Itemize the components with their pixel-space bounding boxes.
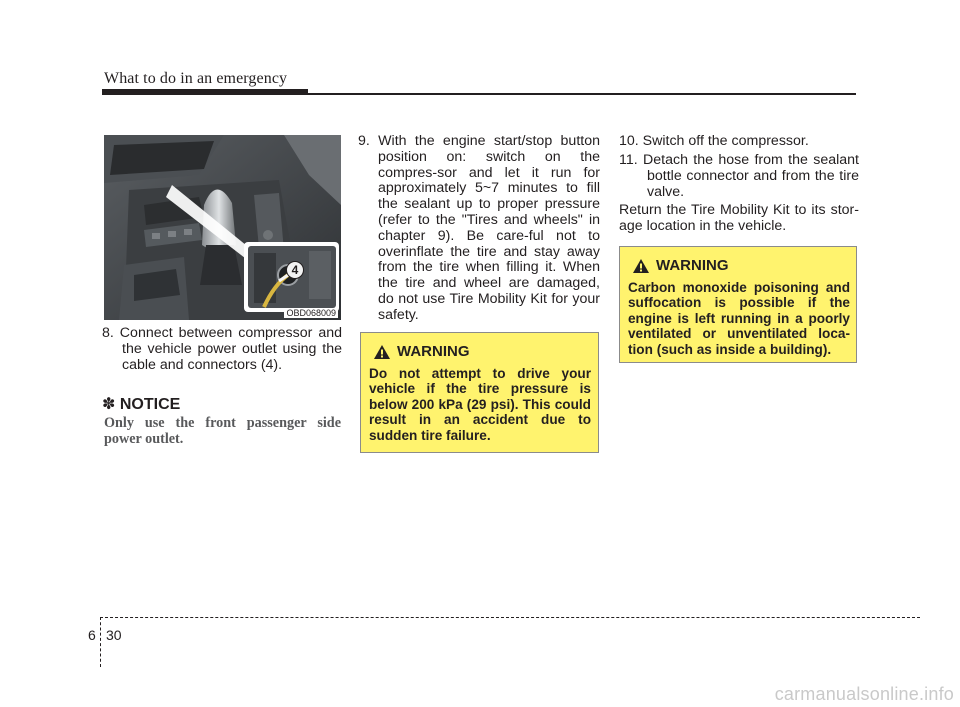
header-rule-thick (102, 89, 308, 95)
warning-title: WARNING (397, 343, 470, 360)
warning-header (632, 257, 729, 274)
figure-caption: OBD068009 (286, 308, 336, 318)
warning-box-pressure (360, 332, 599, 453)
step-9: 9. With the engine start/stop button position on: switch on the compres-sor and let it run for approximately 5~7 minutes to fill the sealant up to proper pressure (refer to the "Tires and wheels" in chapter 9). Be care-ful not to overinflate the tire and stay away from the tire when filling it. When the tire and wheel are damaged, do not use Tire Mobility Kit for your safety. (358, 133, 600, 323)
warning-triangle-icon (632, 258, 650, 274)
step-11: 11. Detach the hose from the sealant bottle connector and from the tire valve. (619, 152, 859, 200)
console-illustration (104, 135, 341, 320)
step-8: 8. Connect between compressor and the vehicle power outlet using the cable and connectors (4). (102, 325, 342, 373)
footer-rule (100, 617, 920, 618)
console-photo (104, 135, 341, 320)
return-instruction: Return the Tire Mobility Kit to its stor-age location in the vehicle. (619, 202, 859, 234)
step-10: 10. Switch off the compressor. (619, 133, 809, 149)
notice-heading: ✽ NOTICE (102, 396, 181, 413)
watermark: carmanualsonline.info (774, 684, 954, 704)
warning-title: WARNING (656, 257, 729, 274)
chapter-number: 6 (88, 627, 96, 643)
header-rule-thin (308, 93, 856, 95)
page-number: 30 (106, 627, 122, 643)
warning-triangle-icon (373, 344, 391, 360)
warning-body: Carbon monoxide poisoning and suffocation is possible if the engine is left running in a poorly ventilated or unventilated loca-tion (such as inside a building). (628, 280, 850, 357)
warning-body: Do not attempt to drive your vehicle if the tire pressure is below 200 kPa (29 psi). This could result in an accident due to sudden tire failure. (369, 366, 591, 443)
warning-header (373, 343, 470, 360)
callout-marker: 4 (286, 261, 304, 279)
footer-vertical-rule (100, 617, 101, 667)
page-section-title: What to do in an emergency (104, 70, 288, 87)
notice-body: Only use the front passenger side power outlet. (104, 415, 341, 447)
warning-box-carbon-monoxide (619, 246, 857, 363)
